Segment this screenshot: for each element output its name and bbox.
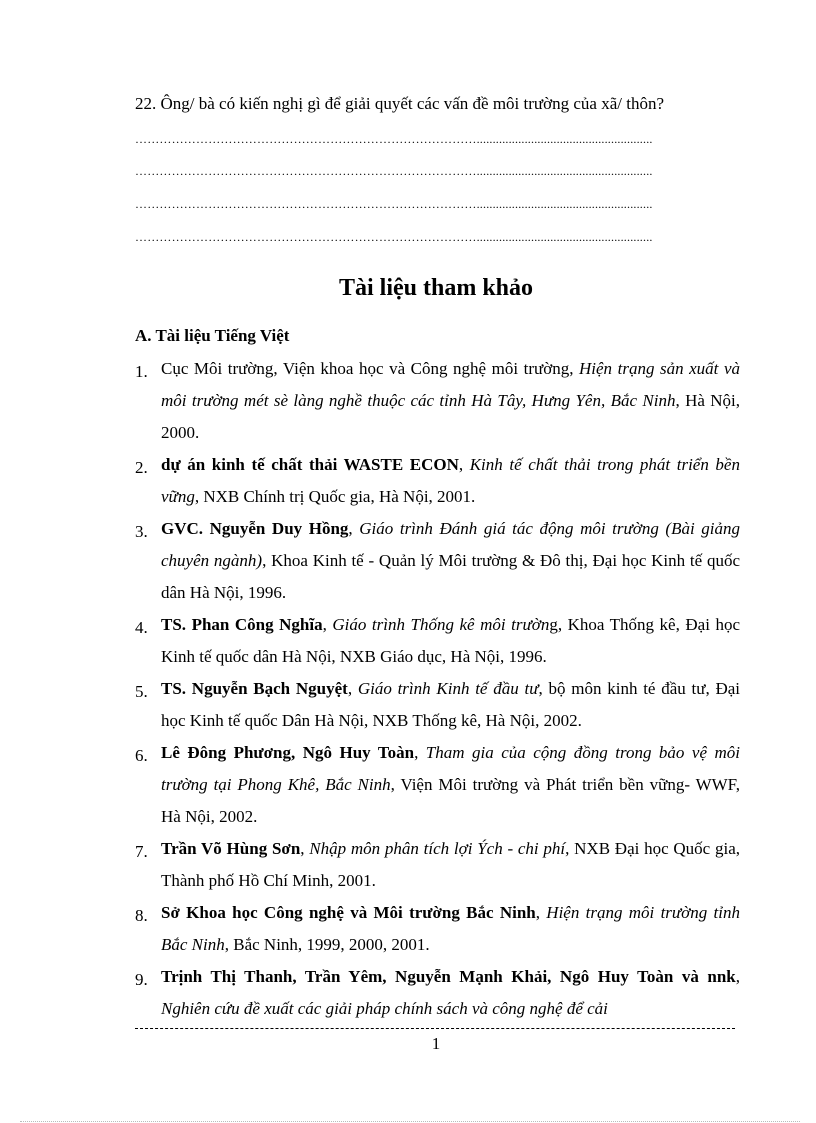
reference-item	[135, 961, 740, 1025]
reference-title: Tham gia của cộng đồng trong bảo vệ môi trường tại Phong Khê, Bắc Ninh	[161, 743, 740, 794]
reference-details: , bộ môn kinh té đầu tư, Đại học Kinh tế quốc Dân Hà Nội, NXB Thống kê, Hà Nội, 2002.	[161, 679, 740, 730]
reference-number: 7.	[135, 842, 148, 861]
reference-title: Nhập môn phân tích lợi Ých - chi phí	[309, 839, 566, 858]
reference-details: , NXB Đại học Quốc gia, Thành phố Hồ Chí Minh, 2001.	[161, 839, 741, 890]
reference-title: Hiện trạng sản xuất và môi trường mét sè làng nghề thuộc các tỉnh Hà Tây, Hưng Yên, Bắc Ninh	[161, 359, 740, 410]
reference-details: g, Khoa Thống kê, Đại học Kinh tế quốc dân Hà Nội, NXB Giáo dục, Hà Nội, 1996.	[161, 615, 740, 666]
answer-line: ………………………………………………………………………….......................................................	[135, 197, 653, 211]
reference-number: 8.	[135, 906, 148, 925]
reference-details: , Viện Môi trường và Phát triển bền vững- WWF, Hà Nội, 2002.	[161, 775, 740, 826]
answer-line: ………………………………………………………………………….......................................................	[135, 132, 653, 146]
reference-text: ,	[458, 455, 470, 474]
reference-author: TS. Nguyễn Bạch Nguyệt	[161, 679, 348, 698]
footer-divider	[135, 1028, 735, 1029]
reference-text: ,	[348, 519, 360, 538]
reference-item	[135, 673, 740, 737]
reference-author: Trần Võ Hùng Sơn	[161, 839, 301, 858]
reference-author: Trịnh Thị Thanh, Trần Yêm, Nguyễn Mạnh Khải, Ngô Huy Toàn và nnk	[161, 967, 736, 986]
reference-details: , NXB Chính trị Quốc gia, Hà Nội, 2001.	[194, 487, 476, 506]
section-title: A. Tài liệu Tiếng Việt	[135, 326, 290, 345]
page-bottom-border	[20, 1121, 800, 1122]
reference-author: GVC. Nguyễn Duy Hồng	[161, 519, 349, 538]
reference-item	[135, 513, 740, 609]
reference-author: dự án kinh tế chất thải WASTE ECON	[161, 455, 459, 474]
reference-title: Kinh tế chất thải trong phát triển bền vững	[161, 455, 740, 506]
reference-item	[135, 737, 740, 833]
reference-list	[135, 353, 740, 1025]
page-title: Tài liệu tham khảo	[338, 275, 534, 301]
reference-item	[135, 353, 740, 449]
reference-number: 2.	[135, 458, 148, 477]
reference-details: , Khoa Kinh tế - Quản lý Môi trường & Đô thị, Đại học Kinh tế quốc dân Hà Nội, 1996.	[161, 551, 740, 602]
reference-text: ,	[322, 615, 333, 634]
reference-title: Giáo trình Kinh tế đầu tư	[357, 679, 539, 698]
reference-number: 4.	[135, 618, 148, 637]
reference-text: ,	[347, 679, 358, 698]
reference-details: , Hà Nội, 2000.	[161, 391, 741, 442]
reference-text: ,	[300, 839, 310, 858]
answer-line: ………………………………………………………………………….......................................................	[135, 164, 653, 178]
reference-title: Giáo trình Thống kê môi trườn	[332, 615, 550, 634]
reference-item	[135, 833, 740, 897]
reference-number: 6.	[135, 746, 148, 765]
reference-text: ,	[535, 903, 547, 922]
reference-item	[135, 449, 740, 513]
reference-number: 5.	[135, 682, 148, 701]
reference-title: Nghiên cứu đề xuất các giải pháp chính sách và công nghệ để cải	[161, 999, 608, 1018]
reference-title: Giáo trình Đánh giá tác động môi trường (Bài giảng chuyên ngành)	[161, 519, 741, 570]
answer-line: ………………………………………………………………………….......................................................	[135, 230, 653, 244]
reference-text: Cục Môi trường, Viện khoa học và Công nghệ môi trường,	[161, 359, 580, 378]
page-number: 1	[431, 1034, 441, 1053]
reference-number: 9.	[135, 970, 148, 989]
reference-item	[135, 609, 740, 673]
reference-text: ,	[735, 967, 740, 986]
reference-title: Hiện trạng môi trường tỉnh Bắc Ninh	[161, 903, 740, 954]
reference-item	[135, 897, 740, 961]
reference-details: , Bắc Ninh, 1999, 2000, 2001.	[224, 935, 430, 954]
reference-author: Sở Khoa học Công nghệ và Môi trường Bắc Ninh	[161, 903, 536, 922]
reference-number: 1.	[135, 362, 148, 381]
reference-number: 3.	[135, 522, 148, 541]
survey-question: 22. Ông/ bà có kiến nghị gì để giải quyết các vấn đề môi trường của xã/ thôn?	[135, 94, 665, 113]
reference-author: Lê Đông Phương, Ngô Huy Toàn	[161, 743, 415, 762]
reference-author: TS. Phan Công Nghĩa	[161, 615, 323, 634]
reference-text: ,	[414, 743, 426, 762]
